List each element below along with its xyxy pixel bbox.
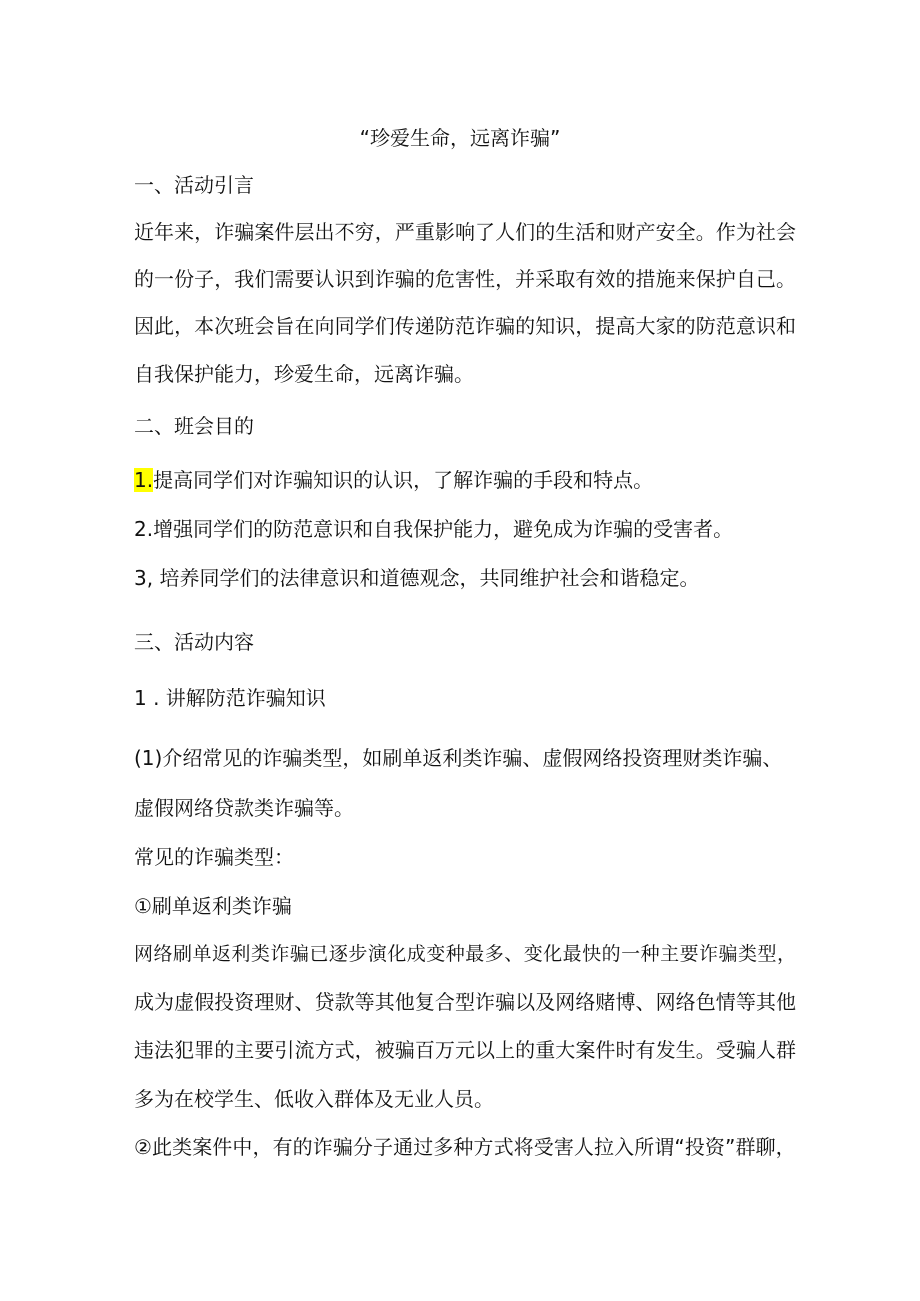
section-heading-content: 三、活动内容: [134, 630, 254, 654]
intro-paragraph-line: 的一份子，我们需要认识到诈骗的危害性，并采取有效的措施来保护自己。: [134, 267, 797, 291]
sub-item-line: 虚假网络贷款类诈骗等。: [134, 796, 354, 820]
type1-heading: ①刷单返利类诈骗: [134, 894, 292, 918]
sub-item-line: (1)介绍常见的诈骗类型，如刷单返利类诈骗、虚假网络投资理财类诈骗、: [134, 746, 783, 770]
goal-item-3: 3, 培养同学们的法律意识和道德观念，共同维护社会和谐稳定。: [134, 566, 700, 590]
content-item-1: 1 . 讲解防范诈骗知识: [134, 686, 326, 710]
type1-paragraph-line: 多为在校学生、低收入群体及无业人员。: [134, 1087, 494, 1111]
goal-item-2: 2.增强同学们的防范意识和自我保护能力，避免成为诈骗的受害者。: [134, 517, 734, 541]
type1-paragraph-line: 违法犯罪的主要引流方式，被骗百万元以上的重大案件时有发生。受骗人群: [134, 1038, 797, 1062]
section-heading-intro: 一、活动引言: [134, 173, 254, 197]
document-title: “珍爱生命，远离诈骗”: [359, 126, 561, 150]
intro-paragraph-line: 因此，本次班会旨在向同学们传递防范诈骗的知识，提高大家的防范意识和: [134, 314, 797, 338]
section-heading-goals: 二、班会目的: [134, 414, 254, 438]
type1-paragraph-line: 成为虚假投资理财、贷款等其他复合型诈骗以及网络赌博、网络色情等其他: [134, 990, 797, 1014]
highlighted-number: 1.: [134, 468, 154, 492]
intro-paragraph-line: 近年来，诈骗案件层出不穷，严重影响了人们的生活和财产安全。作为社会: [134, 220, 797, 244]
type2-paragraph-line: ②此类案件中，有的诈骗分子通过多种方式将受害人拉入所谓“投资”群聊，: [134, 1135, 796, 1159]
intro-paragraph-line: 自我保护能力，珍爱生命，远离诈骗。: [134, 362, 474, 386]
goal-item-1: [134, 466, 653, 494]
common-types-label: 常见的诈骗类型：: [134, 845, 294, 869]
type1-paragraph-line: 网络刷单返利类诈骗已逐步演化成变种最多、变化最快的一种主要诈骗类型，: [134, 943, 797, 965]
goal-item-1-text: 提高同学们对诈骗知识的认识，了解诈骗的手段和特点。: [153, 468, 654, 492]
